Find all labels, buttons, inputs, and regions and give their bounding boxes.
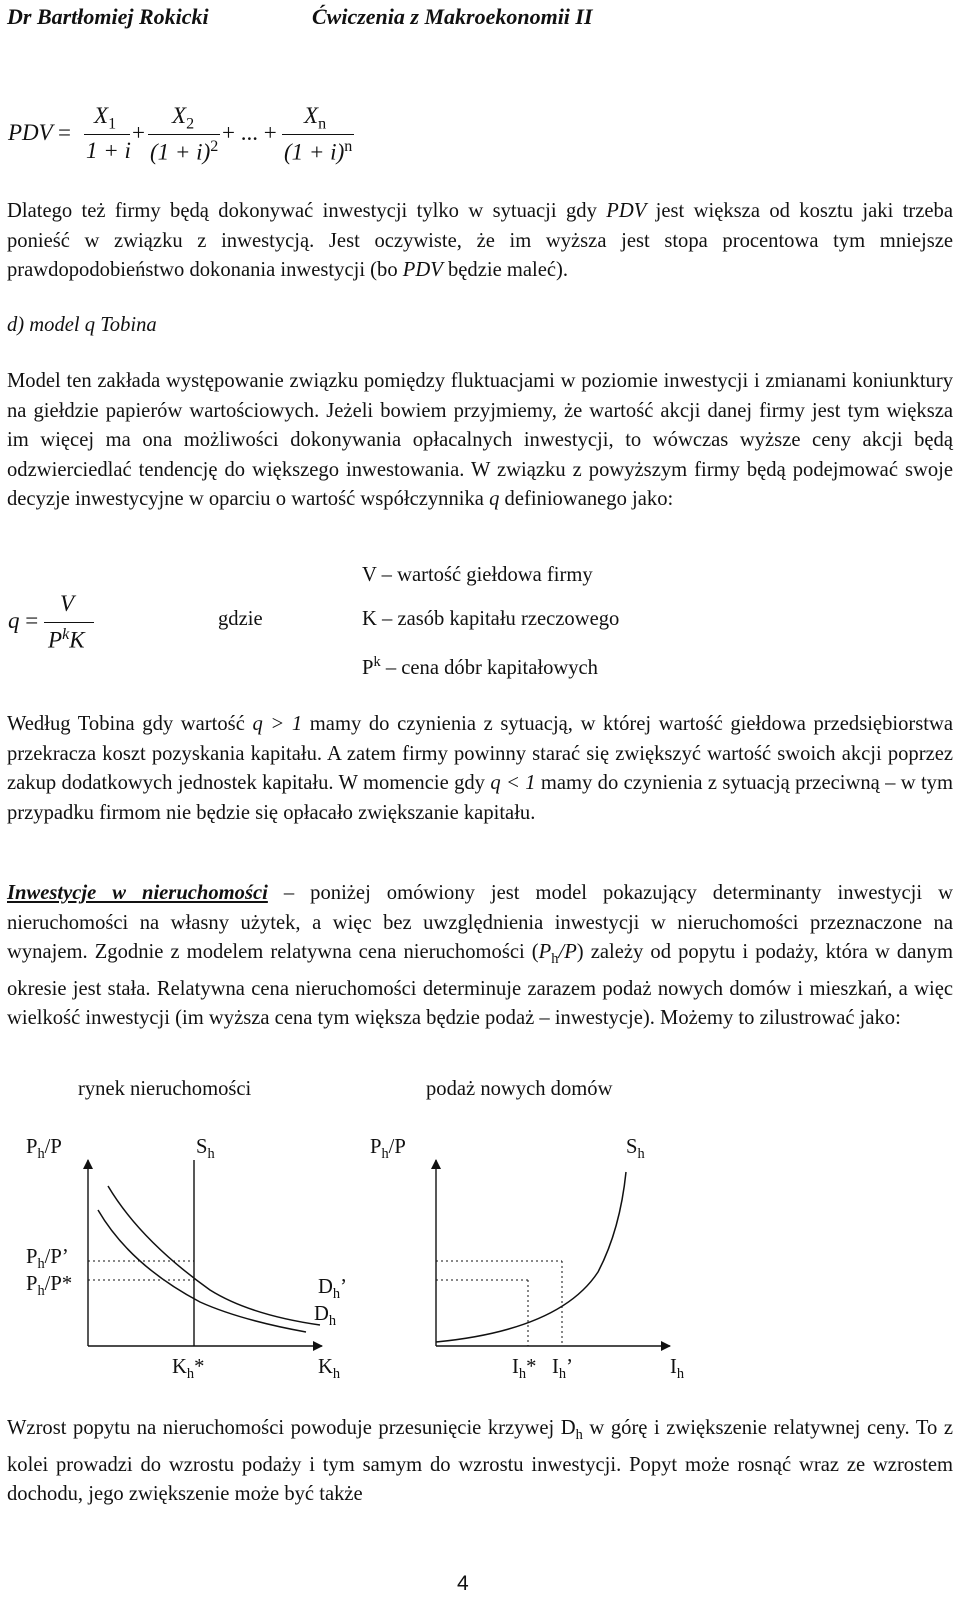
- chart-right-title: podaż nowych domów: [426, 1078, 613, 1100]
- left-demand-curve-shifted: [108, 1186, 320, 1325]
- left-demand-label: $D_h$: [314, 1303, 337, 1330]
- q-def-v: V – wartość giełdowa firmy: [362, 564, 593, 586]
- right-xlabel-ih: $I_h$: [670, 1356, 685, 1383]
- left-tick-price-high: $P_h/P$’: [26, 1246, 69, 1273]
- q-numerator: V: [60, 591, 75, 616]
- left-demand-shifted-label: $D_h$’: [318, 1276, 347, 1303]
- paragraph-demand-shift: Wzrost popytu na nieruchomości powoduje przesunięcie krzywej $D_h$ w górę i zwiększenie relatywnej ceny. To z kolei prowadzi do wzrostu podaży i tym samym do wzrostu inwestycji. Popyt może rosnąć wraz ze wzrostem dochodu, jego zwiększenie może być także: [7, 1417, 953, 1506]
- pdv-numn: $X_n$: [304, 103, 327, 133]
- section-heading-tobin: d) model q Tobina: [7, 314, 157, 336]
- pdv-fraction-bar-1: [84, 134, 130, 135]
- left-xtick-kh-star: $K_h*$: [172, 1356, 205, 1383]
- q-def-k: K – zasób kapitału rzeczowego: [362, 608, 620, 630]
- pdv-fraction-bar-2: [148, 134, 220, 135]
- q-denominator: $P^kK$: [48, 626, 85, 653]
- page-number: 4: [457, 1572, 469, 1595]
- pdv-plus-dots: + ... +: [222, 120, 277, 145]
- charts-svg: [0, 1120, 960, 1400]
- right-xtick-ih-star: $I_h*$: [512, 1356, 537, 1383]
- pdv-denn: $(1 + i)^n$: [284, 138, 353, 165]
- left-tick-price-eq: $P_h/P*$: [26, 1273, 73, 1300]
- right-xtick-ih-prime: $I_h$’: [552, 1356, 573, 1383]
- header-author: Dr Bartłomiej Rokicki: [7, 4, 209, 29]
- header-course: Ćwiczenia z Makroekonomii II: [312, 4, 593, 29]
- left-ylabel: $P_h/P$: [26, 1136, 62, 1163]
- pdv-num2: $X_2$: [172, 103, 195, 133]
- right-supply-label: $S_h$: [626, 1136, 645, 1163]
- pdv-plus1: +: [132, 120, 145, 145]
- q-fraction-bar: [44, 622, 94, 623]
- paragraph-real-estate: Inwestycje w nieruchomości – poniżej omówiony jest model pokazujący determinanty inwestycji w nieruchomości na własny użytek, a więc bez uwzględnienia inwestycji w nieruchomości przeznaczone na wynajem. Zgodnie z modelem relatywna cena nieruchomości $(P_h/P)$ zależy od popytu i podaży, która w danym okresie jest stała. Relatywna cena nieruchomości determinuje zarazem podaż nowych domów i mieszkań, a więc wielkość inwestycji (im wyższa cena tym większa będzie podaż – inwestycje). Możemy to zilustrować jako:: [7, 882, 953, 1030]
- paragraph-tobin: Model ten zakłada występowanie związku pomiędzy fluktuacjami w poziomie inwestycji i zmianami koniunktury na giełdzie papierów wartościowych. Jeżeli bowiem przyjmiemy, że wartość akcji danej firmy jest tym większa im więcej ma ona możliwości dokonywania opłacalnych inwestycji, to wówczas wyższe ceny akcji będą odzwierciedlać tendencję do większego inwestowania. W związku z powyższym firmy będą podejmować swoje decyzje inwestycyjne w oparciu o wartość współczynnika q definiowanego jako:: [7, 370, 953, 510]
- chart-left-title: rynek nieruchomości: [78, 1078, 252, 1100]
- left-supply-label: $S_h$: [196, 1136, 215, 1163]
- paragraph-pdv: Dlatego też firmy będą dokonywać inwestycji tylko w sytuacji gdy PDV jest większa od kosztu jaki trzeba ponieść w związku z inwestycją. Jest oczywiste, że im wyższa jest stopa procentowa tym mniejsze prawdopodobieństwo dokonania inwestycji (bo PDV będzie maleć).: [7, 200, 953, 281]
- right-supply-curve: [436, 1172, 626, 1342]
- q-def-pk: $P^k$ – cena dóbr kapitałowych: [362, 654, 598, 679]
- left-demand-curve: [98, 1210, 306, 1332]
- pdv-fraction-bar-n: [282, 134, 354, 135]
- q-lhs: q =: [8, 608, 39, 633]
- left-xlabel-kh: $K_h$: [318, 1356, 341, 1383]
- right-ylabel: $P_h/P$: [370, 1136, 406, 1163]
- q-gdzie: gdzie: [218, 608, 263, 630]
- pdv-den1: 1 + i: [86, 138, 131, 163]
- paragraph-tobin-rule: Według Tobina gdy wartość q > 1 mamy do czynienia z sytuacją, w której wartość giełdowa przedsiębiorstwa przekracza koszt pozyskania kapitału. A zatem firmy powinny starać się zwiększyć wartość swoich akcji poprzez zakup dodatkowych jednostek kapitału. W momencie gdy q < 1 mamy do czynienia z sytuacją przeciwną – w tym przypadku firmom nie będzie się opłacało zwiększanie kapitału.: [7, 713, 953, 824]
- pdv-lhs: PDV =: [8, 120, 72, 145]
- pdv-num1: $X_1$: [94, 103, 117, 133]
- pdv-den2: $(1 + i)^2$: [150, 138, 219, 165]
